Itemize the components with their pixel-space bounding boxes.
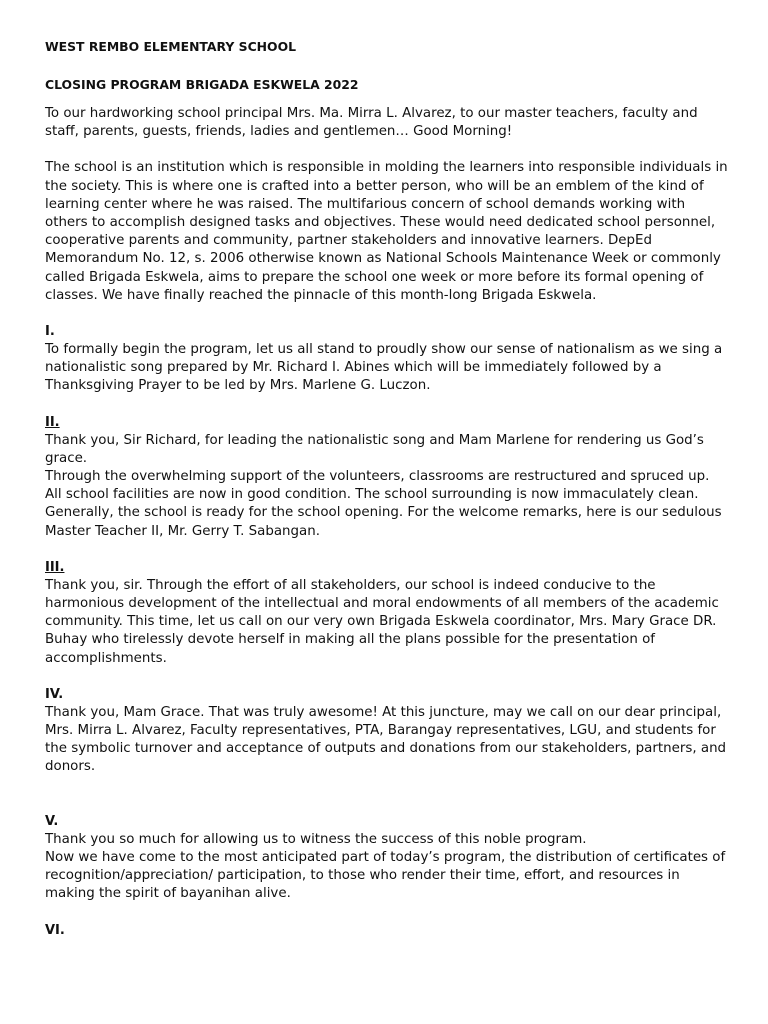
greeting-paragraph: To our hardworking school principal Mrs. Ma. Mirra L. Alvarez, to our master teachers, faculty and staff, parents, guests, friends, ladies and gentlemen… Good Morning! [45,106,698,140]
section-2 [45,414,730,541]
section-numeral: II. [45,414,60,430]
program-title: CLOSING PROGRAM BRIGADA ESKWELA 2022 [45,77,359,92]
section-paragraph: Now we have come to the most anticipated part of today’s program, the distribution of certificates of recognition/appreciation/ participation, to those who render their time, effort, and resources in making the spirit of bayanihan alive. [45,849,726,902]
section-3 [45,559,730,668]
section-4 [45,686,730,777]
greeting-block [45,105,730,141]
section-5 [45,813,730,904]
section-numeral: VI. [45,922,65,938]
intro-block [45,159,730,305]
document-page [45,38,730,958]
section-6 [45,922,730,940]
section-numeral: IV. [45,686,64,702]
intro-paragraph: The school is an institution which is responsible in molding the learners into responsible individuals in the society. This is where one is crafted into a better person, who will be an emblem of the kind of learning center where he was raised. The multifarious concern of school demands working with others to accomplish designed tasks and objectives. These would need dedicated school personnel, cooperative parents and community, partner stakeholders and innovative learners. DepEd Memorandum No. 12, s. 2006 otherwise known as National Schools Maintenance Week or commonly called Brigada Eskwela, aims to prepare the school one week or more before its formal opening of classes. We have finally reached the pinnacle of this month-long Brigada Eskwela. [45,160,728,303]
section-1 [45,323,730,396]
section-paragraph: Through the overwhelming support of the volunteers, classrooms are restructured and spruced up. All school facilities are now in good condition. The school surrounding is now immaculately clean. Generally, the school is ready for the school opening. For the welcome remarks, here is our sedulous Master Teacher II, Mr. Gerry T. Sabangan. [45,469,722,539]
section-paragraph: Thank you so much for allowing us to witness the success of this noble program. [45,831,587,847]
section-paragraph: Thank you, Mam Grace. That was truly awesome! At this juncture, may we call on our dear principal, Mrs. Mirra L. Alvarez, Faculty representatives, PTA, Barangay representatives, LGU, and students for the symbolic turnover and acceptance of outputs and donations from our stakeholders, partners, and donors. [45,704,727,775]
section-paragraph: Thank you, Sir Richard, for leading the nationalistic song and Mam Marlene for rendering us God’s grace. [45,432,704,466]
section-paragraph: Thank you, sir. Through the effort of all stakeholders, our school is indeed conducive to the harmonious development of the intellectual and moral endowments of all members of the academic community. This time, let us call on our very own Brigada Eskwela coordinator, Mrs. Mary Grace DR. Buhay who tirelessly devote herself in making all the plans possible for the presentation of accomplishments. [45,577,719,666]
section-numeral: I. [45,324,55,340]
school-name: WEST REMBO ELEMENTARY SCHOOL [45,39,297,54]
section-paragraph: To formally begin the program, let us all stand to proudly show our sense of nationalism as we sing a nationalistic song prepared by Mr. Richard I. Abines which will be immediately followed by a Thanksgiving Prayer to be led by Mrs. Marlene G. Luczon. [45,342,723,394]
section-numeral: III. [45,559,65,575]
section-numeral: V. [45,813,59,829]
